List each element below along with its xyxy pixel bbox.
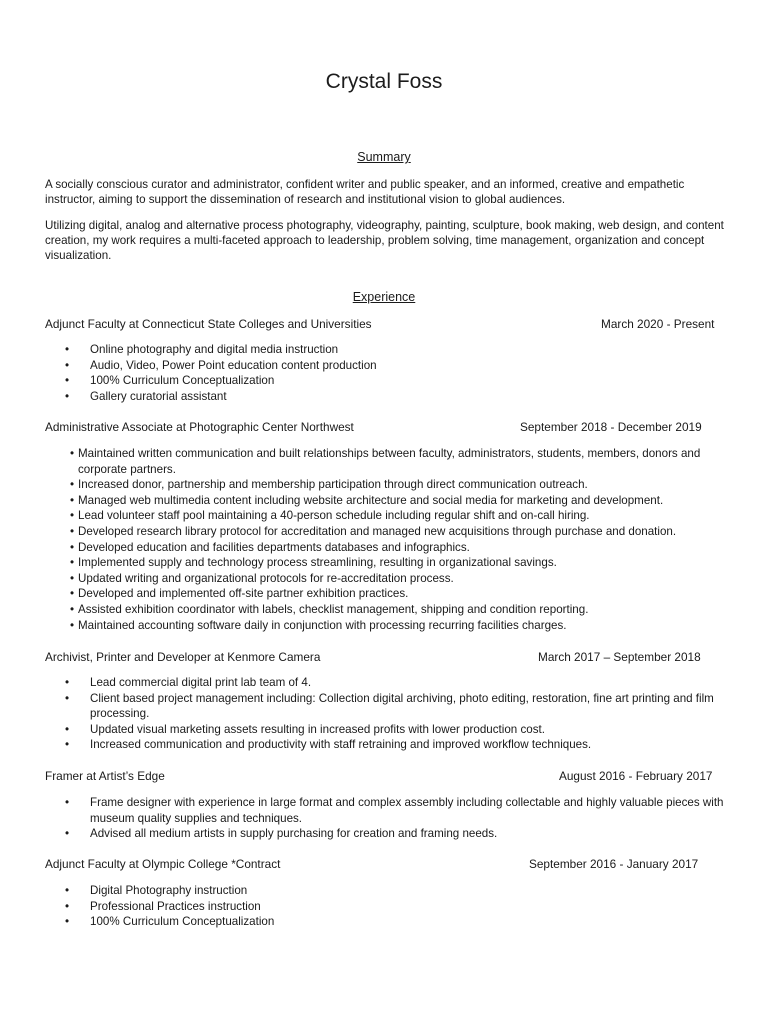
- bullet-mark: •: [65, 722, 70, 736]
- job-dates: September 2016 - January 2017: [529, 857, 699, 871]
- job-title: Adjunct Faculty at Olympic College *Contract: [45, 857, 281, 871]
- bullet-text: Managed web multimedia content including website architecture and social media for marketing and development.: [78, 493, 664, 507]
- bullet-text: 100% Curriculum Conceptualization: [90, 915, 275, 929]
- list-item: [65, 691, 725, 722]
- job-dates: March 2020 - Present: [601, 317, 715, 331]
- bullet-mark: •: [70, 447, 75, 460]
- bullet-mark: •: [70, 478, 75, 492]
- list-item: [70, 555, 720, 571]
- job-dates: March 2017 – September 2018: [538, 650, 701, 664]
- bullet-mark: •: [70, 493, 75, 507]
- bullet-mark: •: [65, 796, 70, 809]
- bullet-mark: •: [70, 524, 75, 538]
- summary-paragraph-1: A socially conscious curator and administrator, confident writer and public speaker, and an informed, creative and empathetic instructor, aiming to support the dissemination of research and institutional vision to global audiences.: [45, 178, 685, 206]
- bullet-text: Advised all medium artists in supply purchasing for creation and framing needs.: [90, 827, 498, 841]
- list-item: [70, 524, 720, 540]
- bullet-text: Audio, Video, Power Point education content production: [90, 358, 377, 372]
- list-item: [65, 722, 725, 738]
- list-item: [70, 618, 720, 634]
- list-item: [70, 493, 720, 509]
- bullet-text: Maintained accounting software daily in conjunction with processing recurring facilities charges.: [78, 618, 567, 632]
- bullet-text: Increased donor, partnership and membership participation through direct communication outreach.: [78, 478, 588, 492]
- bullet-mark: •: [70, 509, 75, 523]
- bullet-text: Lead volunteer staff pool maintaining a 40-person schedule including regular shift and on-call hiring.: [78, 509, 590, 523]
- bullet-mark: •: [70, 618, 75, 632]
- bullet-mark: •: [65, 899, 70, 913]
- list-item: [70, 477, 720, 493]
- bullet-mark: •: [70, 602, 75, 616]
- list-item: [65, 914, 725, 930]
- person-name: Crystal Foss: [325, 70, 443, 93]
- job-title: Adjunct Faculty at Connecticut State Colleges and Universities: [45, 317, 372, 331]
- experience-heading: Experience: [352, 290, 416, 304]
- bullet-text: Online photography and digital media instruction: [90, 343, 339, 356]
- bullet-text: Developed research library protocol for accreditation and managed new acquisitions through purchase and donation.: [78, 524, 677, 538]
- job-title: Framer at Artist’s Edge: [45, 769, 165, 783]
- job-bullet-list: [65, 342, 725, 404]
- bullet-mark: •: [65, 691, 70, 705]
- bullet-text: Increased communication and productivity with staff retraining and improved workflow techniques.: [90, 738, 592, 752]
- job-bullet-list: [65, 883, 725, 930]
- bullet-mark: •: [70, 556, 75, 570]
- job-bullet-list: [70, 446, 720, 633]
- bullet-mark: •: [65, 915, 70, 929]
- list-item: [65, 358, 725, 374]
- bullet-mark: •: [70, 587, 75, 601]
- bullet-text: Developed education and facilities departments databases and infographics.: [78, 540, 470, 554]
- bullet-mark: •: [65, 676, 70, 689]
- list-item: [65, 373, 725, 389]
- bullet-text: Digital Photography instruction: [90, 884, 248, 897]
- list-item: [65, 389, 725, 405]
- list-item: [70, 571, 720, 587]
- bullet-text: Updated writing and organizational protocols for re-accreditation process.: [78, 571, 454, 585]
- bullet-text: Updated visual marketing assets resulting in increased profits with lower production cost.: [90, 722, 545, 736]
- bullet-text: Maintained written communication and built relationships between faculty, administrators, students, members, donors and corporate partners.: [78, 447, 701, 476]
- bullet-mark: •: [65, 884, 70, 897]
- list-item: [65, 899, 725, 915]
- list-item: [65, 826, 725, 842]
- bullet-text: Implemented supply and technology process streamlining, resulting in organizational savings.: [78, 556, 557, 570]
- list-item: [70, 586, 720, 602]
- list-item: [70, 602, 720, 618]
- bullet-mark: •: [70, 540, 75, 554]
- bullet-text: Lead commercial digital print lab team of 4.: [90, 676, 312, 689]
- job-bullet-list: [65, 675, 725, 753]
- bullet-mark: •: [70, 571, 75, 585]
- list-item: [65, 737, 725, 753]
- summary-heading: Summary: [357, 150, 411, 164]
- job-title: Archivist, Printer and Developer at Kenmore Camera: [45, 650, 321, 664]
- list-item: [70, 446, 720, 477]
- bullet-mark: •: [65, 827, 70, 841]
- bullet-mark: •: [65, 374, 70, 388]
- bullet-text: Professional Practices instruction: [90, 899, 261, 913]
- job-dates: August 2016 - February 2017: [559, 769, 713, 783]
- job-bullet-list: [65, 795, 725, 842]
- bullet-text: 100% Curriculum Conceptualization: [90, 374, 275, 388]
- bullet-mark: •: [65, 389, 70, 403]
- bullet-text: Assisted exhibition coordinator with labels, checklist management, shipping and condition reporting.: [78, 602, 589, 616]
- bullet-text: Client based project management including: Collection digital archiving, photo editing, restoration, fine art printing and film processing.: [90, 691, 714, 721]
- list-item: [70, 508, 720, 524]
- bullet-text: Gallery curatorial assistant: [90, 389, 227, 403]
- list-item: [65, 675, 725, 691]
- job-dates: September 2018 - December 2019: [520, 420, 702, 434]
- summary-paragraph-2: Utilizing digital, analog and alternative process photography, videography, painting, sculpture, book making, web design, and content creation, my work requires a multi-faceted approach to leadership, problem solving, time management, organization and concept visualization.: [45, 219, 724, 262]
- bullet-mark: •: [65, 343, 70, 356]
- bullet-text: Developed and implemented off-site partner exhibition practices.: [78, 587, 409, 601]
- list-item: [65, 883, 725, 899]
- list-item: [70, 540, 720, 556]
- bullet-mark: •: [65, 358, 70, 372]
- list-item: [65, 795, 725, 826]
- bullet-text: Frame designer with experience in large format and complex assembly including collectable and highly valuable pieces with museum quality supplies and techniques.: [90, 796, 724, 825]
- job-title: Administrative Associate at Photographic Center Northwest: [45, 420, 354, 434]
- bullet-mark: •: [65, 738, 70, 752]
- list-item: [65, 342, 725, 358]
